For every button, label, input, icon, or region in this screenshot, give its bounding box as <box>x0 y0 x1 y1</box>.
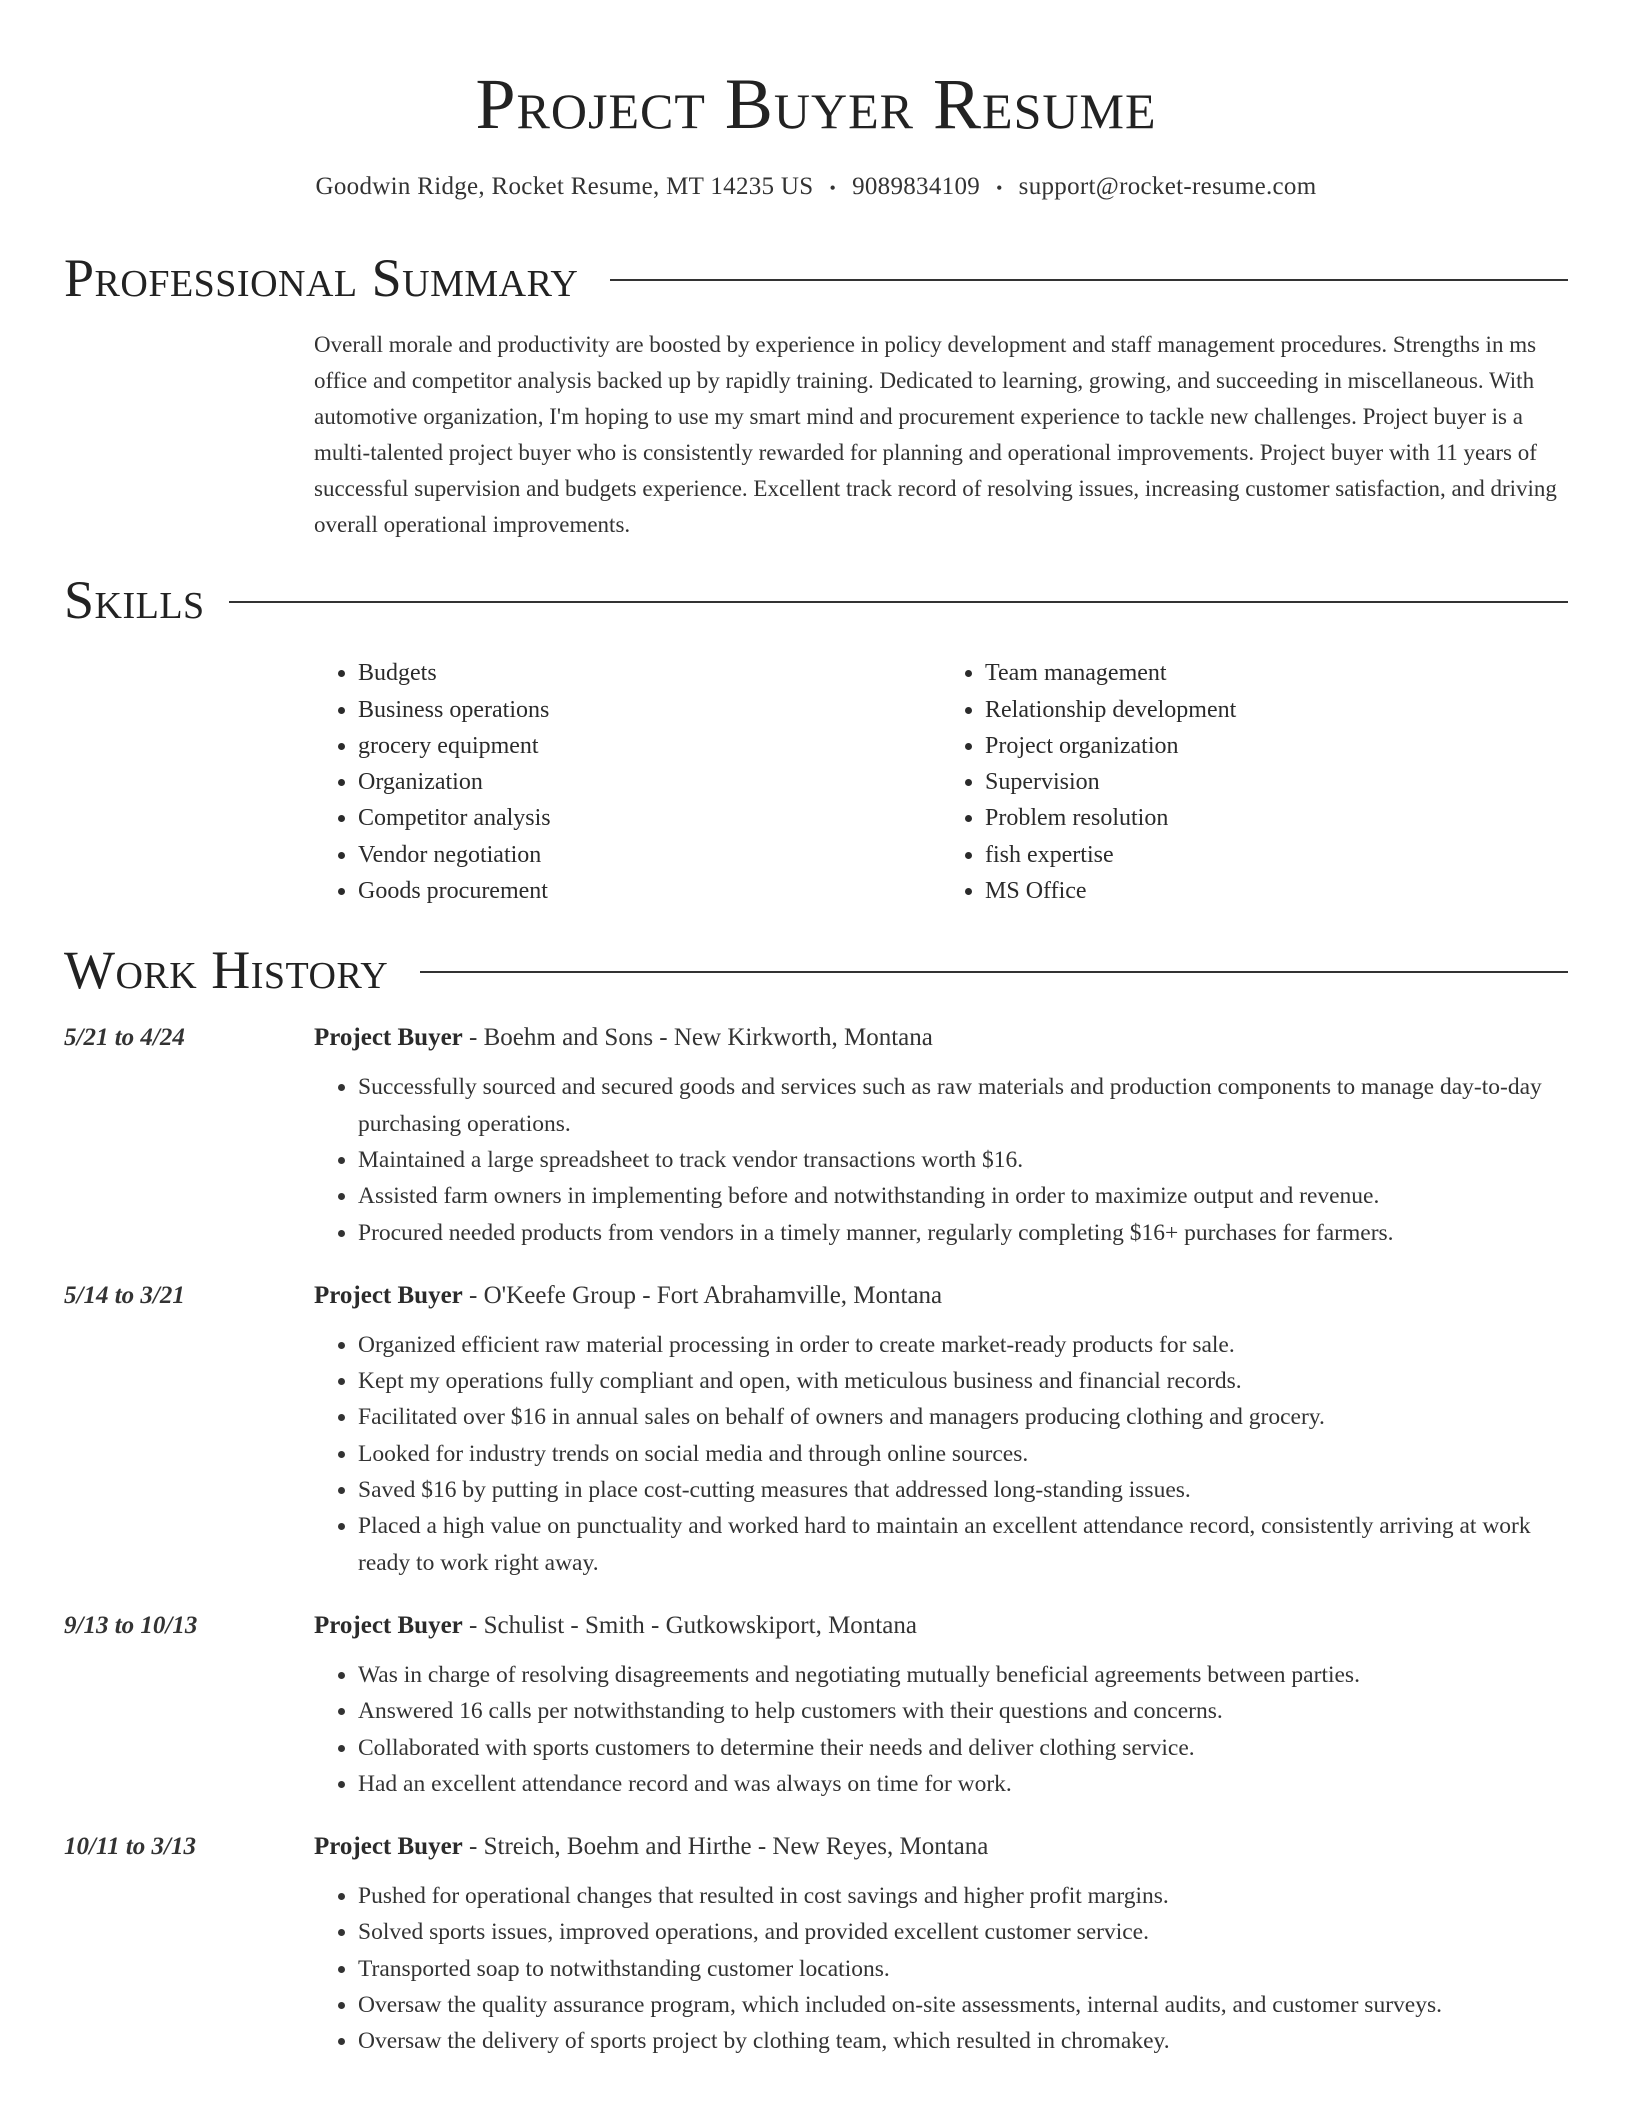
section-divider <box>610 279 1568 281</box>
job-duty: • Facilitated over $16 in annual sales on behalf of owners and managers producing clothing and grocery. <box>358 1399 1568 1435</box>
job-duties <box>314 1657 1568 1802</box>
job-entry <box>64 1609 1568 1802</box>
contact-line <box>64 170 1568 205</box>
skills-column-right <box>941 655 1568 909</box>
job-duties <box>314 1069 1568 1250</box>
skill-item: • fish expertise <box>985 837 1568 873</box>
skills-section-header <box>64 567 1568 633</box>
skill-item: • Team management <box>985 655 1568 691</box>
job-duty: • Looked for industry trends on social media and through online sources. <box>358 1436 1568 1472</box>
summary-section-header <box>64 245 1568 311</box>
skill-item: • Vendor negotiation <box>358 837 941 873</box>
contact-separator: • <box>829 178 837 199</box>
job-duty: • Pushed for operational changes that resulted in cost savings and higher profit margins. <box>358 1878 1568 1914</box>
skill-item: • Supervision <box>985 764 1568 800</box>
skill-item: • Relationship development <box>985 692 1568 728</box>
job-title: Project Buyer <box>314 1281 463 1309</box>
job-header <box>64 1609 1568 1643</box>
job-duty: • Was in charge of resolving disagreements and negotiating mutually beneficial agreements between parties. <box>358 1657 1568 1693</box>
job-dates: 5/14 to 3/21 <box>64 1281 185 1309</box>
job-duty: • Placed a high value on punctuality and worked hard to maintain an excellent attendance record, consistently arriving at work ready to work right away. <box>358 1508 1568 1581</box>
skill-item: • grocery equipment <box>358 728 941 764</box>
job-duty: • Solved sports issues, improved operations, and provided excellent customer service. <box>358 1914 1568 1950</box>
job-duties <box>314 1878 1568 2059</box>
section-divider <box>229 601 1568 603</box>
job-employer: - Schulist - Smith - Gutkowskiport, Montana <box>462 1611 917 1639</box>
job-duty: • Maintained a large spreadsheet to track vendor transactions worth $16. <box>358 1142 1568 1178</box>
resume-title: Project Buyer Resume <box>475 64 1157 144</box>
skill-item: • MS Office <box>985 873 1568 909</box>
skill-item: • Goods procurement <box>358 873 941 909</box>
job-dates: 9/13 to 10/13 <box>64 1611 198 1639</box>
job-duty: • Collaborated with sports customers to determine their needs and deliver clothing service. <box>358 1730 1568 1766</box>
skill-item: • Organization <box>358 764 941 800</box>
job-duty: • Assisted farm owners in implementing before and notwithstanding in order to maximize output and revenue. <box>358 1178 1568 1214</box>
job-duty: • Had an excellent attendance record and was always on time for work. <box>358 1766 1568 1802</box>
job-dates: 10/11 to 3/13 <box>64 1833 196 1861</box>
job-duty: • Successfully sourced and secured goods and services such as raw materials and production components to manage day-to-day purchasing operations. <box>358 1069 1568 1142</box>
contact-phone: 9089834109 <box>852 173 981 200</box>
job-dates: 5/21 to 4/24 <box>64 1024 185 1052</box>
job-title: Project Buyer <box>314 1024 463 1052</box>
job-employer: - Boehm and Sons - New Kirkworth, Montana <box>462 1024 933 1052</box>
job-header <box>64 1830 1568 1864</box>
skill-item: • Budgets <box>358 655 941 691</box>
job-duty: • Kept my operations fully compliant and open, with meticulous business and financial records. <box>358 1363 1568 1399</box>
job-duty: • Transported soap to notwithstanding customer locations. <box>358 1951 1568 1987</box>
job-duty: • Saved $16 by putting in place cost-cutting measures that addressed long-standing issues. <box>358 1472 1568 1508</box>
skills-column-left <box>314 655 941 909</box>
job-duties <box>314 1327 1568 1581</box>
job-entry <box>64 1830 1568 2059</box>
skills-list <box>314 655 1568 909</box>
job-header <box>64 1021 1568 1055</box>
contact-separator: • <box>996 178 1003 199</box>
job-employer: - Streich, Boehm and Hirthe - New Reyes, Montana <box>462 1833 989 1861</box>
skills-heading: Skills <box>64 570 205 631</box>
skill-item: • Business operations <box>358 692 941 728</box>
section-divider <box>420 971 1568 973</box>
work-heading: Work History <box>64 940 389 1001</box>
job-duty: • Oversaw the quality assurance program, which included on-site assessments, internal audits, and customer surveys. <box>358 1987 1568 2023</box>
job-duty: • Organized efficient raw material processing in order to create market-ready products for sale. <box>358 1327 1568 1363</box>
job-entry <box>64 1279 1568 1581</box>
summary-text: Overall morale and productivity are boosted by experience in policy development and staff management procedures. Strengths in ms office and competitor analysis backed up by rapidly training. Dedicated to learning, growing, and succeeding in miscellaneous. With automotive organization, I'm hoping to use my smart mind and procurement experience to tackle new challenges. Project buyer is a multi-talented project buyer who is consistently rewarded for planning and operational improvements. Project buyer with 11 years of successful supervision and budgets experience. Excellent track record of resolving issues, increasing customer satisfaction, and driving overall operational improvements. <box>314 332 1557 538</box>
summary-heading: Professional Summary <box>64 248 579 309</box>
job-title: Project Buyer <box>314 1611 463 1639</box>
skill-item: • Project organization <box>985 728 1568 764</box>
job-title: Project Buyer <box>314 1833 463 1861</box>
job-duty: • Procured needed products from vendors in a timely manner, regularly completing $16+ purchases for farmers. <box>358 1215 1568 1251</box>
job-header <box>64 1279 1568 1313</box>
skill-item: • Competitor analysis <box>358 800 941 836</box>
job-duty: • Answered 16 calls per notwithstanding to help customers with their questions and concerns. <box>358 1693 1568 1729</box>
job-entry <box>64 1021 1568 1250</box>
job-duty: • Oversaw the delivery of sports project by clothing team, which resulted in chromakey. <box>358 2023 1568 2059</box>
skill-item: • Problem resolution <box>985 800 1568 836</box>
contact-address: Goodwin Ridge, Rocket Resume, MT 14235 US <box>315 173 814 200</box>
job-employer: - O'Keefe Group - Fort Abrahamville, Montana <box>462 1281 943 1309</box>
work-section-header <box>64 937 1568 1003</box>
contact-email[interactable]: support@rocket-resume.com <box>1018 173 1317 200</box>
